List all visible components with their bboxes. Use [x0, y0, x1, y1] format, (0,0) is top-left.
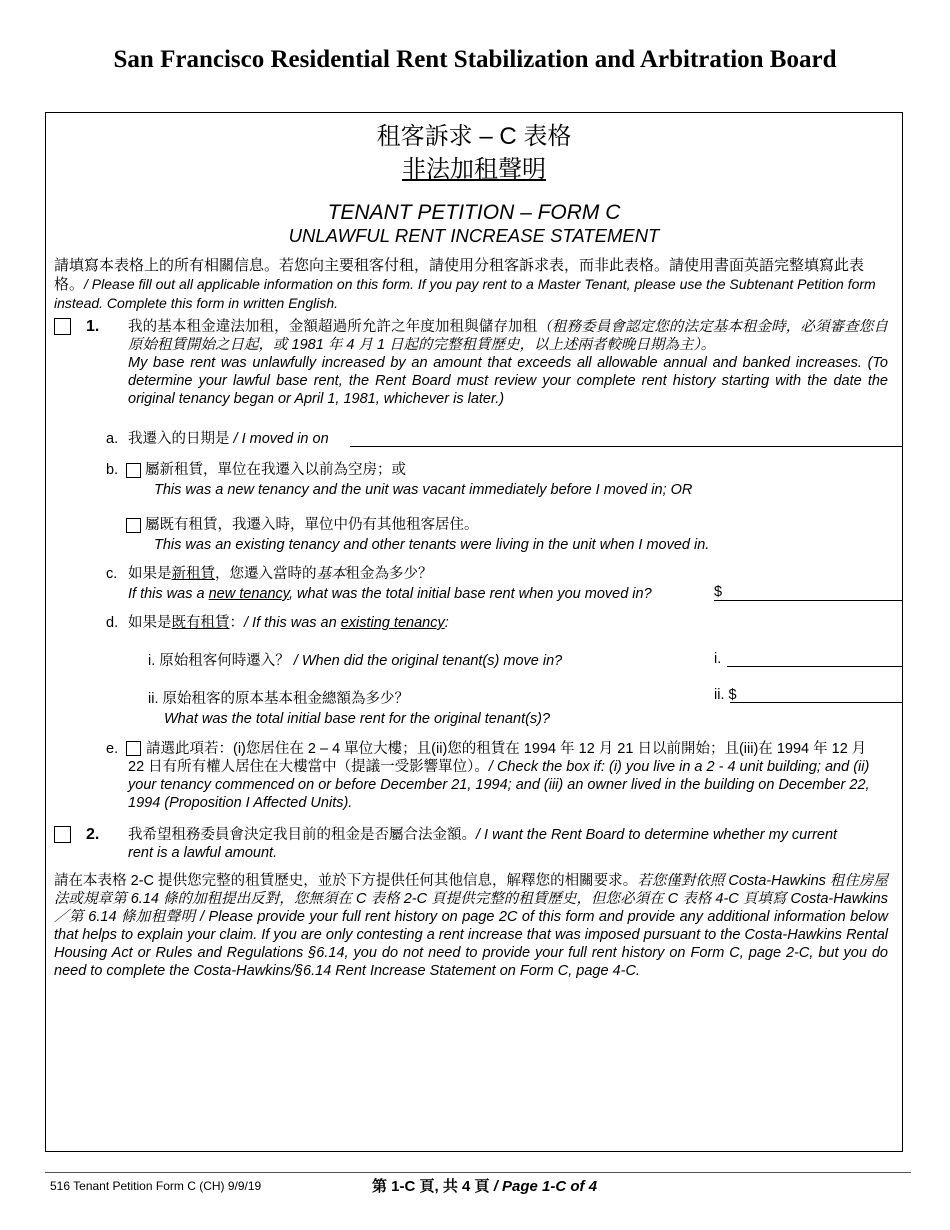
item-c-dollar: $: [714, 584, 723, 600]
item2-text: 我希望租務委員會決定我目前的租金是否屬合法金額。/ I want the Rent Board to determine whether my current rent is a lawful amount.: [128, 827, 838, 861]
new-tenancy-en: This was a new tenancy and the unit was vacant immediately before I moved in; OR: [154, 482, 693, 498]
item-d-ii-en: What was the total initial base rent for the original tenant(s)?: [164, 711, 551, 727]
item-e-letter: e.: [106, 741, 119, 757]
move-in-date-field[interactable]: [350, 446, 903, 447]
item-c-zh: 如果是新租賃，您遷入當時的基本租金為多少？: [128, 566, 433, 582]
form-subtitle-en: UNLAWFUL RENT INCREASE STATEMENT: [288, 225, 660, 246]
item1-number: 1.: [86, 318, 100, 335]
item1-en: My base rent was unlawfully increased by an amount that exceeds all allowable annual and banked increases. (To determine your lawful base rent, the Rent Board must review your complete rent history starting with the date the original tenancy began or April 1, 1981, whichever is later.): [128, 355, 888, 407]
intro-zh: 請填寫本表格上的所有相關信息。若您向主要租客付租，請使用分租客訴求表，而非此表格。請使用書面英語完整填寫此表格。: [54, 257, 865, 293]
intro-en: / Please fill out all applicable information on this form. If you pay rent to a Master Tenant, please use the Subtenant Petition form instead. Complete this form in written English.: [54, 276, 876, 311]
rent-history-instructions: 請在本表格 2-C 提供您完整的租賃歷史，並於下方提供任何其他信息，解釋您的相關要求。若您僅對依照 Costa-Hawkins 租住房屋法或規章第 6.14 條的加租提出反對，您無須在 C 表格 2-C 頁提供完整的租賃歷史，但您必須在 C 表格 4-C 頁填寫 Costa-Hawkins／第 6.14 條加租聲明 / Please provide your full rent history on page 2C of this form and provide any additional information below that helps to explain your claim. If you are only contesting a rent increase that was imposed pursuant to the Costa-Hawkins Rental Housing Act or Rules and Regulations §6.14, you do not need to provide your full rent history on Form C, page 2-C, but you do need to complete the Costa-Hawkins/§6.14 Rent Increase Statement on Form C, page 4-C.: [54, 873, 889, 979]
form-title-zh: 租客訴求 – C 表格: [376, 123, 572, 150]
original-move-in-field[interactable]: [727, 666, 903, 667]
initial-base-rent-field[interactable]: [714, 600, 902, 601]
item2-number: 2.: [86, 826, 100, 843]
new-tenancy-checkbox[interactable]: [126, 463, 141, 478]
existing-tenancy-checkbox[interactable]: [126, 518, 141, 533]
item1-text: [128, 318, 888, 408]
item-a-text: [128, 430, 329, 448]
item-c-letter: c.: [106, 566, 118, 582]
item-d-ii-zh: ii. 原始租客的原本基本租金總額為多少？: [148, 691, 409, 707]
item-d-i-label: i.: [714, 651, 722, 667]
intro-paragraph: [54, 257, 892, 313]
additional-info-area[interactable]: [54, 1010, 892, 1145]
item-d-ii-label: ii. $: [714, 687, 737, 703]
item1-zh: 我的基本租金違法加租，金額超過所允許之年度加租與儲存加租: [128, 319, 538, 335]
footer-form-id: 516 Tenant Petition Form C (CH) 9/9/19: [50, 1179, 262, 1193]
item-a-zh: 我遷入的日期是: [128, 431, 230, 447]
item-c-en: If this was a new tenancy, what was the total initial base rent when you moved in?: [128, 586, 652, 602]
footer-page-number: 第 1-C 頁, 共 4 頁 / Page 1-C of 4: [372, 1178, 598, 1195]
item-a-letter: a.: [106, 431, 119, 447]
form-subtitle-zh: 非法加租聲明: [402, 156, 546, 183]
item-e-text: 請選此項若：(i)您居住在 2 – 4 單位大樓；且(ii)您的租賃在 1994 年 12 月 21 日以前開始；且(iii)在 1994 年 12 月 22 日有所有權人居住在大樓當中（提議一受影響單位）。/ Check the box if: (i) you live in a 2 - 4 unit building; and (ii) your tenancy commenced on or before December 21, 1994; and (iii) an owner lived in the building on December 22, 1994 (Proposition I Affected Units).: [128, 741, 870, 811]
existing-tenancy-en: This was an existing tenancy and other tenants were living in the unit when I moved in.: [154, 537, 710, 553]
new-tenancy-zh: 屬新租賃，單位在我遷入以前為空房；或: [145, 462, 406, 478]
item1-checkbox[interactable]: [54, 318, 71, 335]
item-a-en: / I moved in on: [229, 431, 329, 447]
board-title: San Francisco Residential Rent Stabilization and Arbitration Board: [113, 46, 837, 73]
item1-zh-italic: （租務委員會認定您的法定基本租金時，必須審查您自原始租賃開始之日起，或 1981 年 4 月 1 日起的完整租賃歷史，以上述兩者較晚日期為主）。: [128, 319, 889, 353]
item-d-i-text: i. 原始租客何時遷入？ / When did the original tenant(s) move in?: [148, 653, 563, 669]
form-title-en: TENANT PETITION – FORM C: [327, 201, 621, 224]
original-base-rent-field[interactable]: [730, 702, 903, 703]
existing-tenancy-zh: 屬既有租賃，我遷入時，單位中仍有其他租客居住。: [145, 517, 479, 533]
footer-divider: [45, 1172, 911, 1173]
item-d-text: 如果是既有租賃：/ If this was an existing tenancy:: [128, 615, 449, 631]
item-b-letter: b.: [106, 462, 119, 478]
item-d-letter: d.: [106, 615, 119, 631]
item2-checkbox[interactable]: [54, 826, 71, 843]
